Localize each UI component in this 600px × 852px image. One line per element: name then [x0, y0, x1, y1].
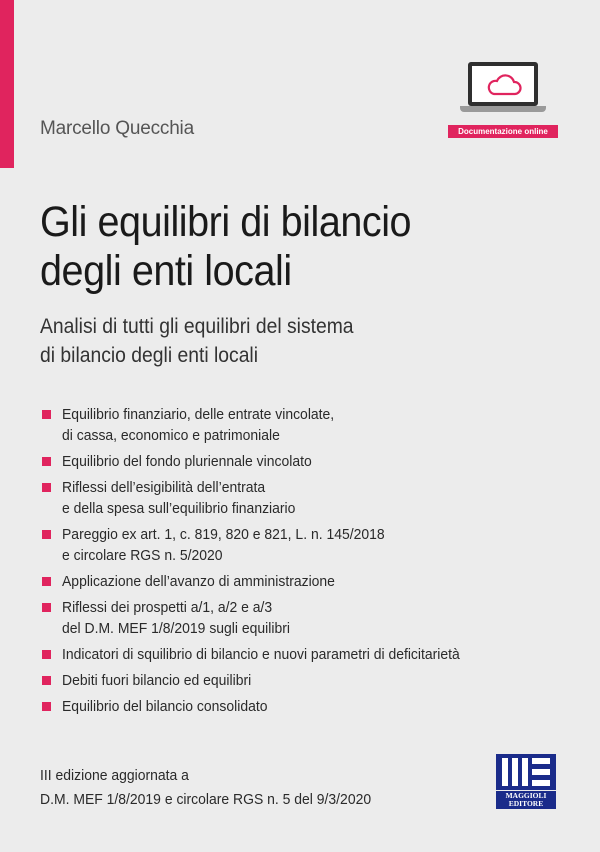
- list-item: Equilibrio del bilancio consolidato: [40, 696, 560, 717]
- bullet-square-icon: [42, 457, 51, 466]
- bullet-square-icon: [42, 676, 51, 685]
- bullet-square-icon: [42, 577, 51, 586]
- list-item: Debiti fuori bilancio ed equilibri: [40, 670, 560, 691]
- online-documentation-label: Documentazione online: [448, 125, 558, 138]
- subtitle-line-1: Analisi di tutti gli equilibri del sistema: [40, 315, 354, 338]
- author-name: Marcello Quecchia: [40, 118, 194, 139]
- subtitle-line-2: di bilancio degli enti locali: [40, 344, 259, 367]
- title-line-2: degli enti locali: [40, 247, 292, 295]
- bullet-square-icon: [42, 483, 51, 492]
- maggioli-logo-mark-icon: [496, 754, 556, 790]
- title-line-1: Gli equilibri di bilancio: [40, 198, 412, 246]
- list-item: Pareggio ex art. 1, c. 819, 820 e 821, L. n. 145/2018 e circolare RGS n. 5/2020: [40, 524, 560, 566]
- accent-bar: [0, 0, 14, 168]
- list-item: Equilibrio del fondo pluriennale vincolato: [40, 451, 560, 472]
- bullet-square-icon: [42, 650, 51, 659]
- laptop-base: [460, 106, 546, 112]
- list-item: Applicazione dell’avanzo di amministrazione: [40, 571, 560, 592]
- list-item: Riflessi dell’esigibilità dell’entrata e della spesa sull’equilibrio finanziario: [40, 477, 560, 519]
- book-subtitle: [40, 312, 518, 370]
- publisher-wordmark: MAGGIOLI EDITORE: [496, 791, 556, 809]
- edition-line-1: III edizione aggiornata a: [40, 767, 189, 784]
- contents-list: [40, 404, 560, 722]
- online-documentation-badge[interactable]: [448, 62, 558, 142]
- laptop-cloud-icon: [468, 62, 538, 106]
- list-item: Riflessi dei prospetti a/1, a/2 e a/3 del D.M. MEF 1/8/2019 sugli equilibri: [40, 597, 560, 639]
- list-item: Indicatori di squilibrio di bilancio e nuovi parametri di deficitarietà: [40, 644, 560, 665]
- bullet-square-icon: [42, 530, 51, 539]
- edition-line-2: D.M. MEF 1/8/2019 e circolare RGS n. 5 del 9/3/2020: [40, 791, 372, 808]
- bullet-square-icon: [42, 702, 51, 711]
- list-item: Equilibrio finanziario, delle entrate vincolate, di cassa, economico e patrimoniale: [40, 404, 560, 446]
- bullet-square-icon: [42, 603, 51, 612]
- bullet-square-icon: [42, 410, 51, 419]
- book-title: [40, 198, 518, 296]
- publisher-logo: [496, 754, 556, 808]
- edition-note: [40, 764, 371, 812]
